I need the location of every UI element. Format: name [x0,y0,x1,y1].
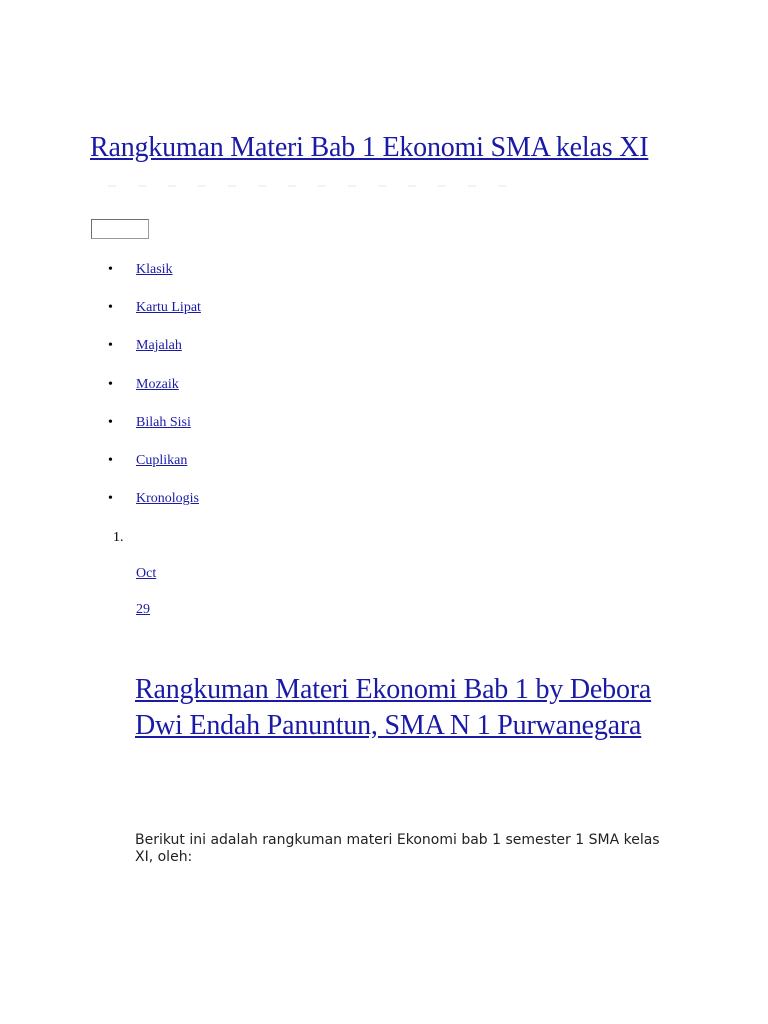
blog-title [90,130,650,202]
bullet-icon: • [108,414,113,430]
view-link-mozaik[interactable]: Mozaik [136,376,179,392]
list-item [108,491,201,529]
post-date-month[interactable]: Oct [136,566,157,581]
blog-title-link[interactable]: Rangkuman Materi Bab 1 Ekonomi SMA kelas XI [90,132,649,163]
post-title-link[interactable]: Rangkuman Materi Ekonomi Bab 1 by Debora Dwi Endah Panuntun, SMA N 1 Purwanegara [135,674,652,741]
list-item [108,453,201,491]
post-intro-text: Berikut ini adalah rangkuman materi Ekonomi bab 1 semester 1 SMA kelas XI, oleh: [135,832,660,865]
list-item [108,338,201,376]
list-item [108,377,201,415]
view-link-kartu-lipat[interactable]: Kartu Lipat [136,300,201,316]
post-date-day[interactable]: 29 [136,602,150,617]
list-item [108,300,201,338]
search-input[interactable] [91,219,149,239]
view-list [108,262,201,529]
post-title [135,672,675,744]
post-index-number: 1. [113,530,124,545]
view-link-cuplikan[interactable]: Cuplikan [136,452,188,468]
bullet-icon: • [108,491,113,507]
list-item [108,415,201,453]
bullet-icon: • [108,300,113,316]
view-link-klasik[interactable]: Klasik [136,262,173,277]
bullet-icon: • [108,338,113,354]
bullet-icon: • [108,452,113,468]
bullet-icon: • [108,262,113,277]
bullet-icon: • [108,376,113,392]
view-link-majalah[interactable]: Majalah [136,338,182,354]
view-link-bilah-sisi[interactable]: Bilah Sisi [136,414,191,430]
decorative-dots [108,185,528,187]
list-item [108,262,201,300]
view-link-kronologis[interactable]: Kronologis [136,491,199,507]
